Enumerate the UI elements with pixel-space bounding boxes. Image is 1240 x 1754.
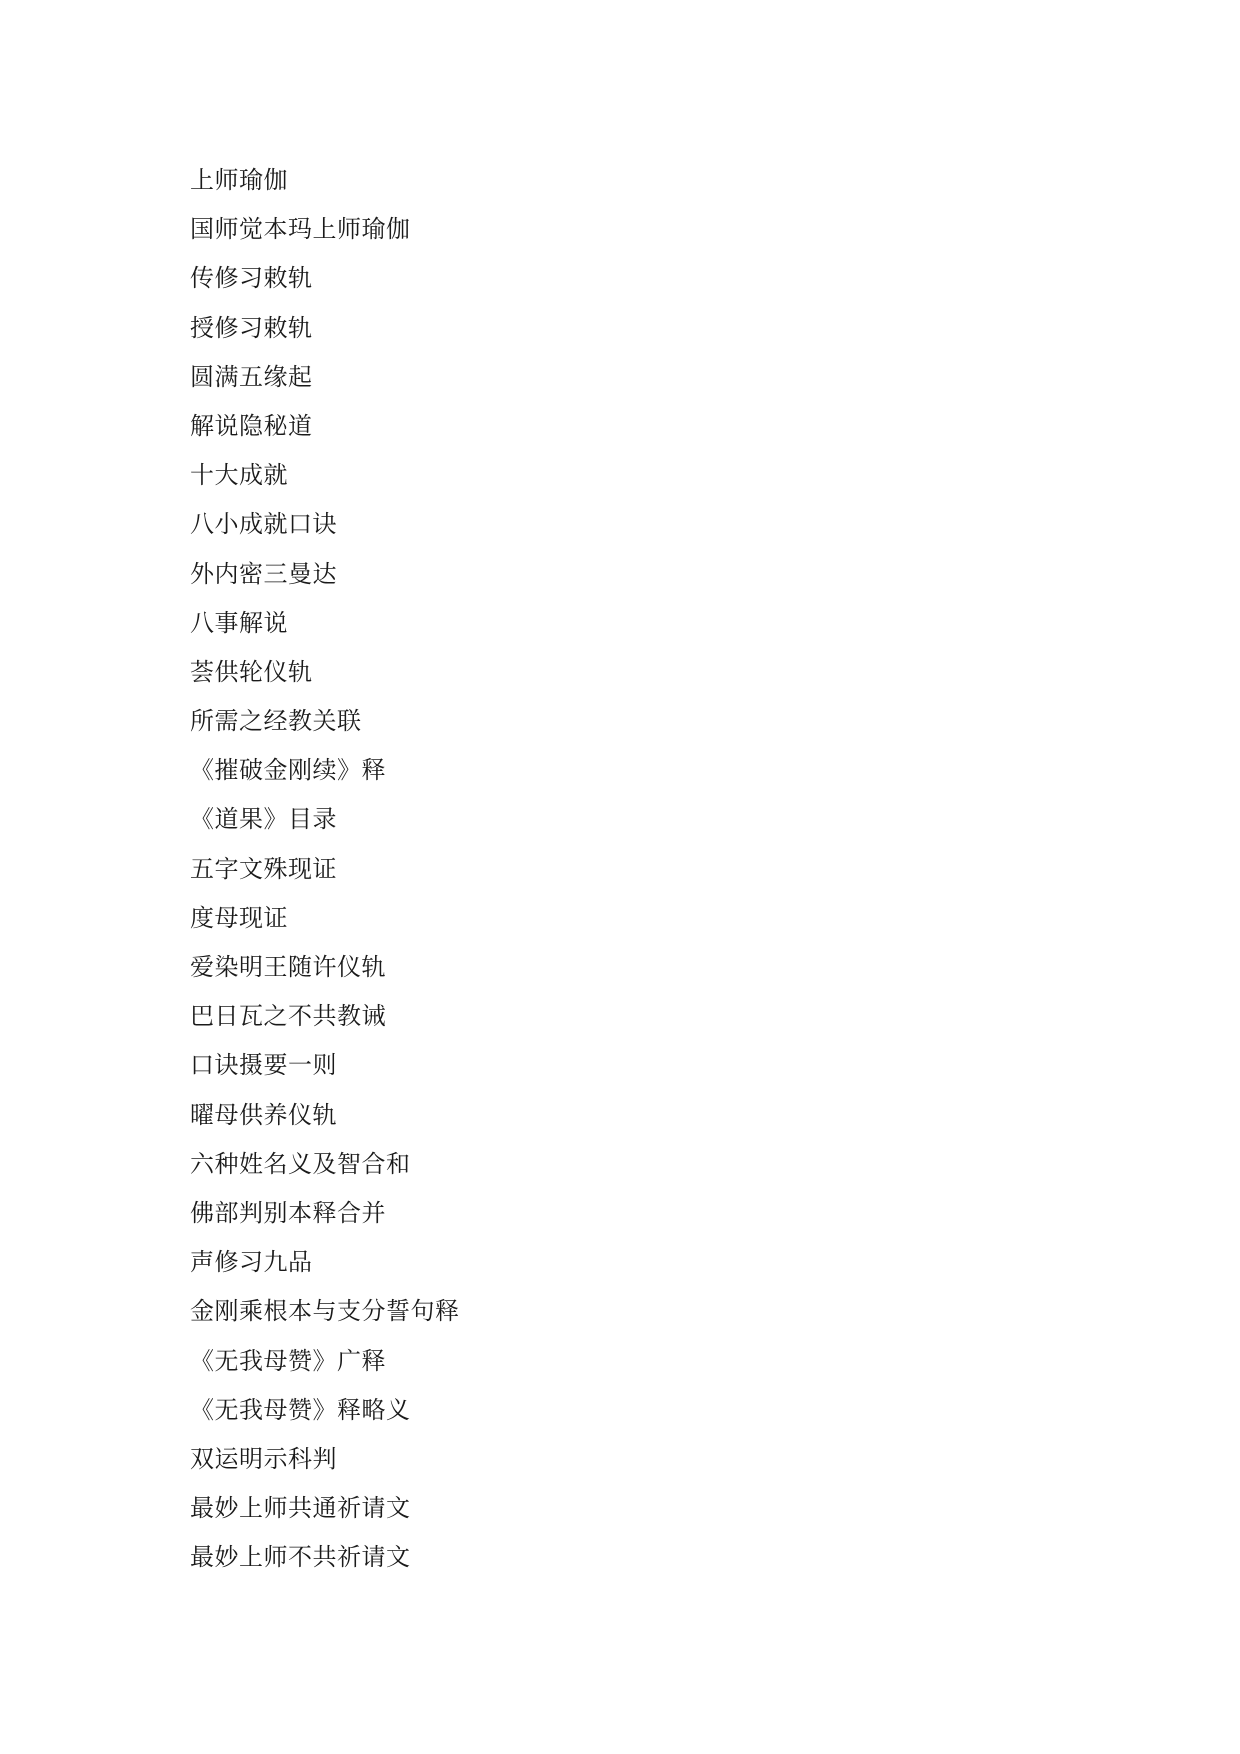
list-item: 度母现证 <box>190 903 288 932</box>
list-item: 曜母供养仪轨 <box>190 1100 337 1129</box>
list-item: 双运明示科判 <box>190 1444 337 1473</box>
list-item: 巴日瓦之不共教诫 <box>190 1002 386 1031</box>
list-item: 外内密三曼达 <box>190 559 337 588</box>
list-item: 解说隐秘道 <box>190 411 313 440</box>
list-item: 八小成就口诀 <box>190 510 337 539</box>
list-item: 上师瑜伽 <box>190 166 288 194</box>
list-item: 国师觉本玛上师瑜伽 <box>190 215 411 244</box>
list-item: 声修习九品 <box>190 1248 313 1277</box>
list-item: 佛部判别本释合并 <box>190 1198 386 1227</box>
list-item: 《摧破金刚续》释 <box>190 756 386 785</box>
title-list <box>190 156 460 1582</box>
list-item: 最妙上师共通祈请文 <box>190 1494 411 1523</box>
list-item: 所需之经教关联 <box>190 707 362 736</box>
list-item: 《无我母赞》广释 <box>190 1346 386 1375</box>
list-item: 《无我母赞》释略义 <box>190 1395 411 1424</box>
list-item: 圆满五缘起 <box>190 362 313 391</box>
list-item: 荟供轮仪轨 <box>190 657 313 686</box>
list-item: 八事解说 <box>190 608 288 637</box>
list-item: 六种姓名义及智合和 <box>190 1149 411 1178</box>
list-item: 口诀摄要一则 <box>190 1051 337 1080</box>
list-item: 传修习敕轨 <box>190 264 313 293</box>
list-item: 金刚乘根本与支分誓句释 <box>190 1297 460 1326</box>
list-item: 最妙上师不共祈请文 <box>190 1543 411 1572</box>
list-item: 爱染明王随许仪轨 <box>190 953 386 981</box>
list-item: 《道果》目录 <box>190 805 337 834</box>
list-item: 五字文殊现证 <box>190 854 337 883</box>
list-item: 十大成就 <box>190 461 288 490</box>
list-item: 授修习敕轨 <box>190 313 313 342</box>
